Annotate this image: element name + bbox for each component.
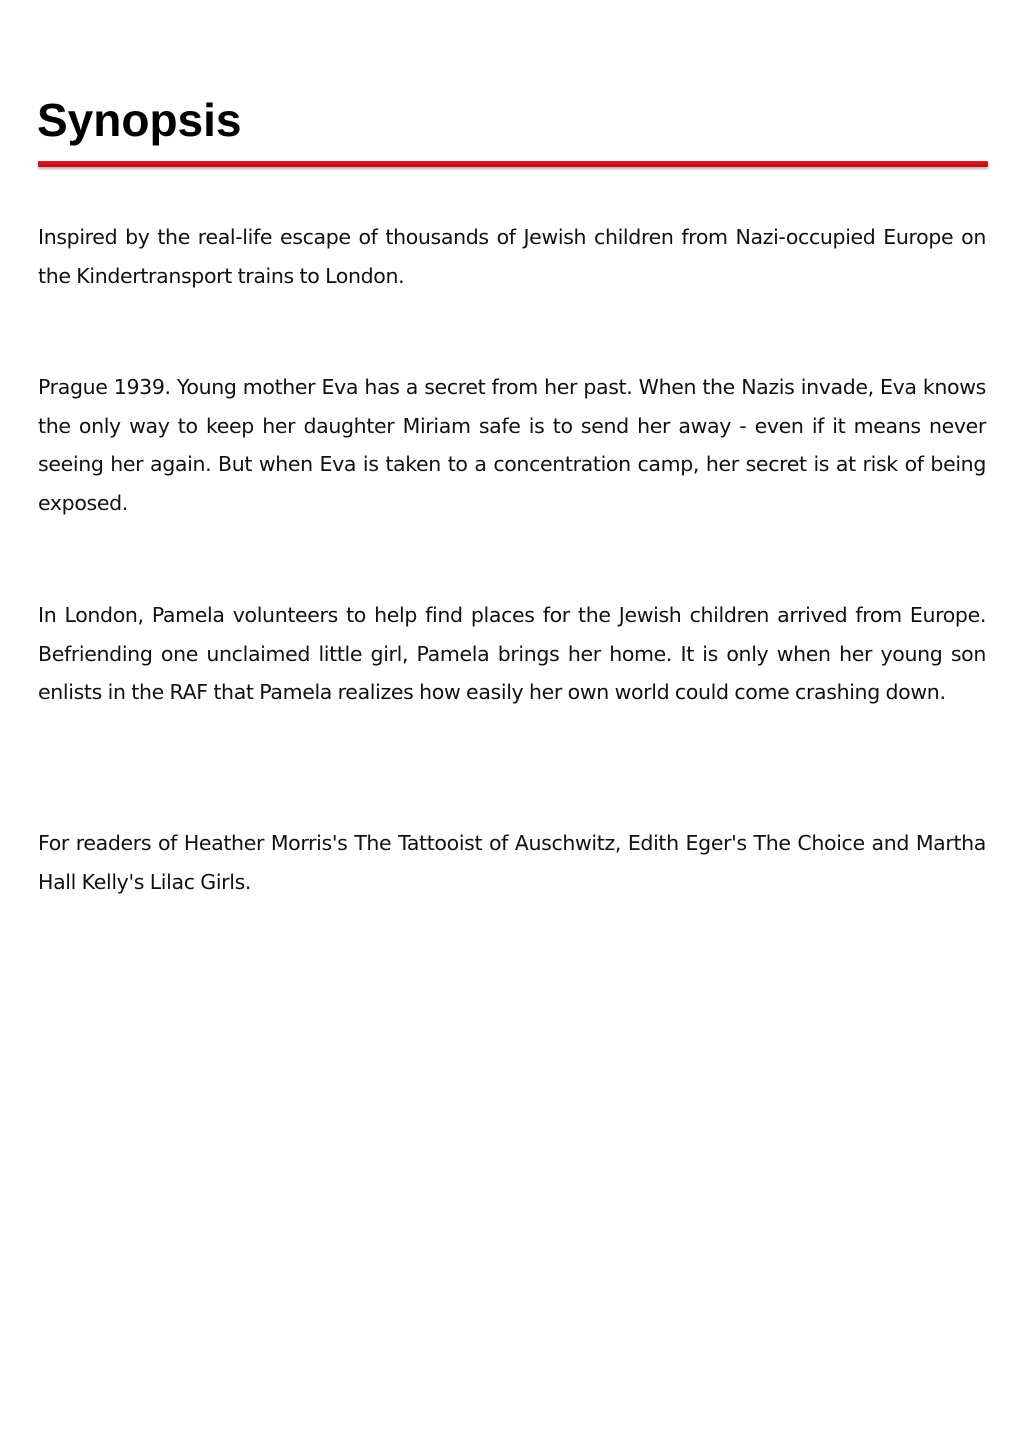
synopsis-paragraph-readers: For readers of Heather Morris's The Tattooist of Auschwitz, Edith Eger's The Choice and Martha Hall Kelly's Lilac Girls. bbox=[38, 831, 986, 894]
synopsis-paragraph-london: In London, Pamela volunteers to help find places for the Jewish children arrived from Europe. Befriending one unclaimed little girl, Pamela brings her home. It is only when her young son enlists in the RAF that Pamela realizes how easily her own world could come crashing down. bbox=[38, 603, 986, 704]
synopsis-paragraph-prague: Prague 1939. Young mother Eva has a secret from her past. When the Nazis invade, Eva knows the only way to keep her daughter Miriam safe is to send her away - even if it means never seeing her again. But when Eva is taken to a concentration camp, her secret is at risk of being exposed. bbox=[38, 375, 986, 515]
page-title: Synopsis bbox=[37, 94, 242, 146]
synopsis-paragraph-intro: Inspired by the real-life escape of thousands of Jewish children from Nazi-occupied Europe on the Kindertransport trains to London. bbox=[38, 225, 986, 288]
title-divider bbox=[38, 161, 988, 167]
